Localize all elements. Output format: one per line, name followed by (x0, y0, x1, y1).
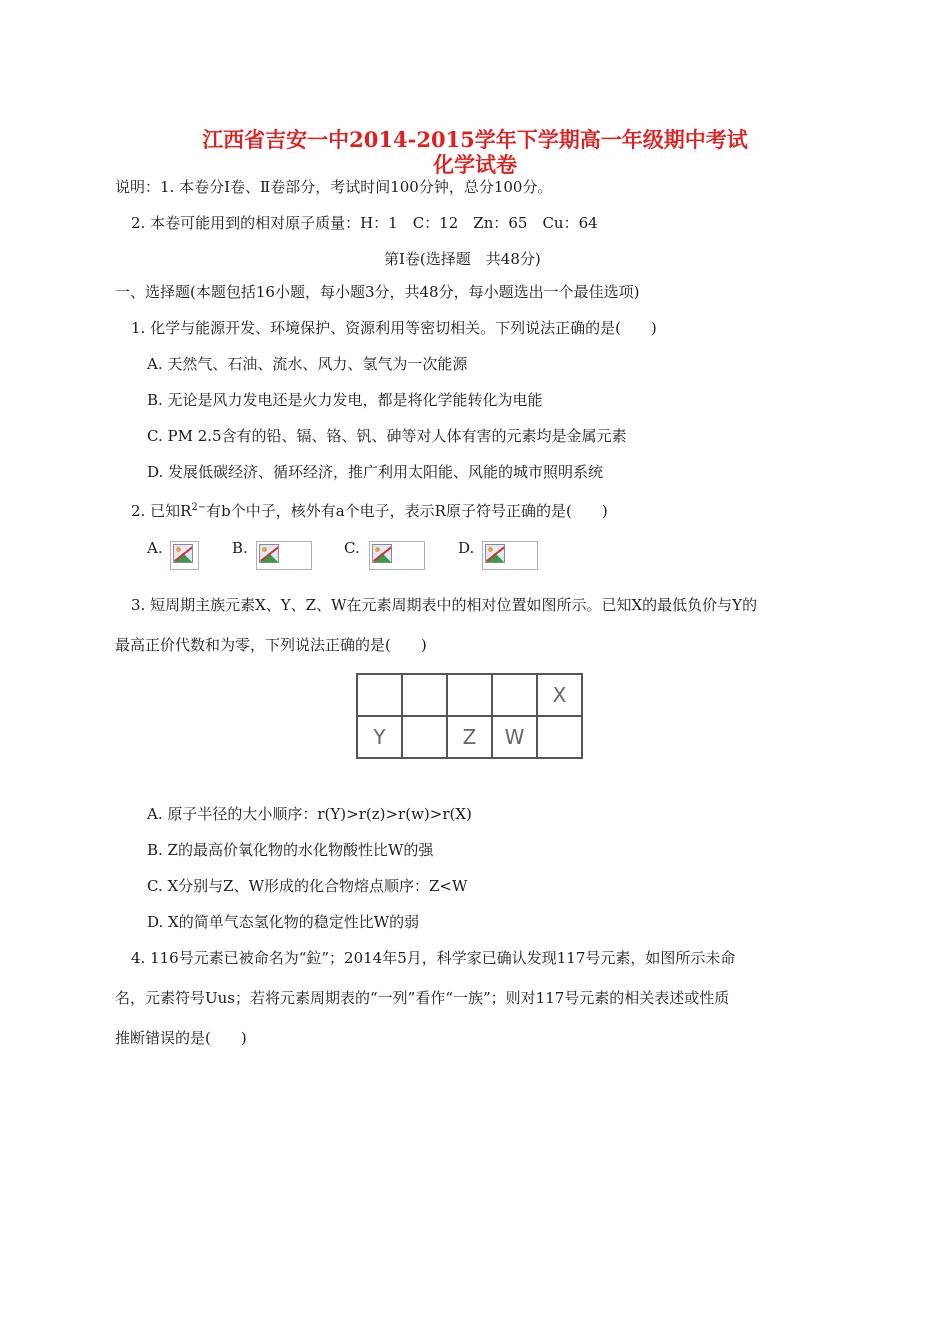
broken-image-icon (485, 544, 505, 563)
question-1-option-d: D. 发展低碳经济、循环经济，推广利用太阳能、风能的城市照明系统 (147, 463, 604, 481)
note-line-1: 说明：1. 本卷分Ⅰ卷、Ⅱ卷部分，考试时间100分钟，总分100分。 (115, 178, 553, 196)
cell (402, 674, 447, 716)
question-1-stem: 1. 化学与能源开发、环境保护、资源利用等密切相关。下列说法正确的是( ) (131, 319, 657, 337)
question-4-line-3: 推断错误的是( ) (115, 1029, 247, 1047)
option-d-image-placeholder (482, 541, 538, 570)
question-2-option-d-label: D. (458, 539, 475, 557)
periodic-table-fragment (356, 673, 583, 759)
question-2-option-a-label: A. (147, 539, 163, 557)
question-3-option-b: B. Z的最高价氧化物的水化物酸性比W的强 (147, 841, 434, 859)
question-4-line-2: 名，元素符号Uus；若将元素周期表的“一列”看作“一族”；则对117号元素的相关表述或性质 (115, 989, 730, 1007)
cell (402, 716, 447, 758)
question-1-option-b: B. 无论是风力发电还是火力发电，都是将化学能转化为电能 (147, 391, 543, 409)
cell-y: Y (357, 716, 402, 758)
broken-image-icon (259, 544, 279, 563)
section-heading: 一、选择题(本题包括16小题，每小题3分，共48分，每小题选出一个最佳选项) (115, 283, 640, 301)
question-2-stem-pre: 2. 已知R (131, 502, 192, 520)
question-3-option-a: A. 原子半径的大小顺序：r(Y)>r(z)>r(w)>r(X) (147, 805, 472, 823)
option-c-image-placeholder (369, 541, 425, 570)
question-3-option-d: D. X的简单气态氢化物的稳定性比W的弱 (147, 913, 420, 931)
question-4-line-1: 4. 116号元素已被命名为“鉝”；2014年5月，科学家已确认发现117号元素，如图所示未命 (131, 949, 736, 967)
cell (447, 674, 492, 716)
question-3-stem-line-2: 最高正价代数和为零，下列说法正确的是( ) (115, 636, 427, 654)
question-2-option-c-label: C. (344, 539, 360, 557)
cell-x: X (537, 674, 582, 716)
cell (357, 674, 402, 716)
periodic-table-row-1 (357, 674, 582, 716)
cell (492, 674, 537, 716)
question-2-stem-post: 有b个中子，核外有a个电子，表示R原子符号正确的是( ) (206, 502, 608, 520)
question-2-option-b-label: B. (232, 539, 248, 557)
note-line-2: 2. 本卷可能用到的相对原子质量：H：1 C：12 Zn：65 Cu：64 (131, 214, 598, 232)
question-1-option-a: A. 天然气、石油、流水、风力、氢气为一次能源 (147, 355, 468, 373)
cell (537, 716, 582, 758)
exam-subject-title: 化学试卷 (433, 152, 517, 177)
question-2-stem (131, 498, 608, 521)
cell-z: Z (447, 716, 492, 758)
question-3-option-c: C. X分别与Z、W形成的化合物熔点顺序：Z<W (147, 877, 468, 895)
question-1-option-c: C. PM 2.5含有的铅、镉、铬、钒、砷等对人体有害的元素均是金属元素 (147, 427, 627, 445)
cell-w: W (492, 716, 537, 758)
periodic-table-row-2 (357, 716, 582, 758)
option-a-image-placeholder (170, 541, 199, 570)
exam-title: 江西省吉安一中2014-2015学年下学期高一年级期中考试 (202, 127, 748, 152)
broken-image-icon (372, 544, 392, 563)
option-b-image-placeholder (256, 541, 312, 570)
broken-image-icon (173, 544, 193, 563)
part-title: 第Ⅰ卷(选择题 共48分) (384, 250, 541, 268)
charge-superscript: 2− (191, 502, 207, 513)
question-3-stem-line-1: 3. 短周期主族元素X、Y、Z、W在元素周期表中的相对位置如图所示。已知X的最低负价与Y的 (131, 596, 758, 614)
